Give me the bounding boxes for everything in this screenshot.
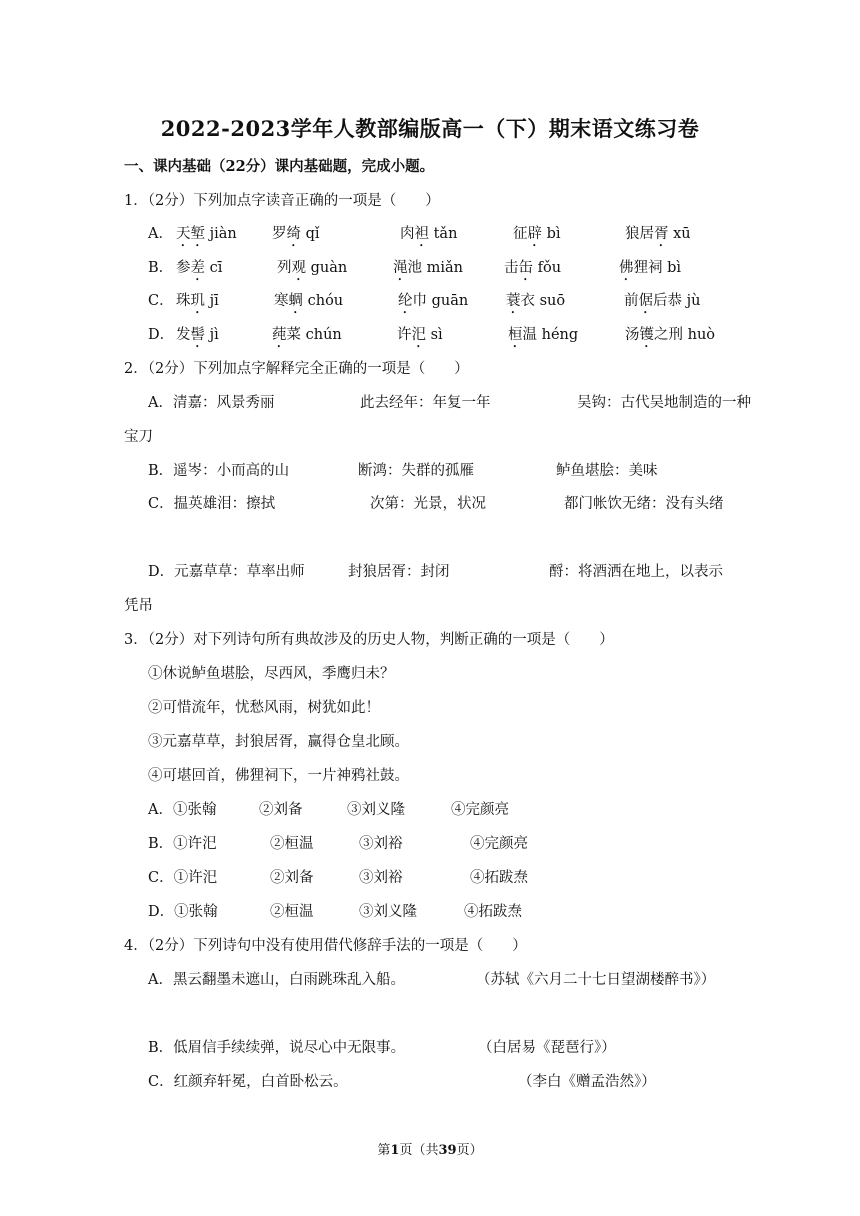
q1-c-item: 纶巾 guān bbox=[398, 293, 469, 309]
q1-b-item: 渑池 miǎn bbox=[393, 260, 463, 276]
page-total: 39 bbox=[438, 1143, 457, 1158]
q4-option-a: A．黑云翻墨未遮山，白雨跳珠乱入船。 （苏轼《六月二十七日望湖楼醉书》） bbox=[148, 972, 716, 988]
q3-option-b: B．①许汜 ②桓温 ③刘裕 ④完颜亮 bbox=[148, 836, 528, 852]
q1-option-b: B． 参差 cī 列观 guàn 渑池 miǎn 击缶 fǒu 佛狸祠 bì bbox=[148, 258, 681, 284]
q3-option-c: C．①许汜 ②刘备 ③刘裕 ④拓跋焘 bbox=[148, 870, 528, 886]
q1-a-item: 天堑 jiàn bbox=[176, 226, 237, 242]
q1-d-item: 汤镬之刑 huò bbox=[625, 327, 716, 343]
q1-a-item: 狼居胥 xū bbox=[625, 226, 691, 242]
q2-option-a: A．清嘉：风景秀丽 此去经年：年复一年 吴钩：古代吴地制造的一种 bbox=[148, 395, 751, 411]
q1-c-item: 珠玑 jī bbox=[176, 293, 219, 309]
page-number: 1 bbox=[390, 1143, 400, 1158]
q2-option-d: D．元嘉草草：草率出师 封狼居胥：封闭 酹：将酒洒在地上，以表示 bbox=[148, 564, 723, 580]
page-footer: 第1页（共39页） bbox=[377, 1143, 483, 1158]
q1-c-item: 前倨后恭 jù bbox=[624, 293, 701, 309]
q3-verse: ①休说鲈鱼堪脍，尽西风，季鹰归未？ bbox=[148, 666, 395, 682]
page-title: 2022-2023学年人教部编版高一（下）期末语文练习卷 bbox=[160, 116, 700, 141]
q1-a-item: 征辟 bì bbox=[513, 226, 561, 242]
q4-option-c: C．红颜弃轩冕，白首卧松云。 （李白《赠孟浩然》） bbox=[148, 1074, 656, 1090]
section-heading: 一、课内基础（22分）课内基础题，完成小题。 bbox=[124, 158, 435, 175]
q1-d-item: 莼菜 chún bbox=[272, 327, 342, 343]
q1-b-item: 列观 guàn bbox=[277, 260, 348, 276]
question-3-stem: 3．（2分）对下列诗句所有典故涉及的历史人物，判断正确的一项是（ ） bbox=[124, 632, 614, 648]
q2-option-b: B．遥岑：小而高的山 断鸿：失群的孤雁 鲈鱼堪脍：美味 bbox=[148, 463, 658, 479]
q3-verse: ④可堪回首，佛狸祠下，一片神鸦社鼓。 bbox=[148, 768, 409, 784]
q1-option-d: D． 发髻 jì 莼菜 chún 许汜 sì 桓温 héng 汤镬之刑 huò bbox=[148, 325, 715, 351]
q3-option-d: D．①张翰 ②桓温 ③刘义隆 ④拓跋焘 bbox=[148, 904, 522, 920]
q1-d-item: 发髻 jì bbox=[176, 327, 219, 343]
q2-option-d-continued: 凭吊 bbox=[124, 598, 153, 614]
q1-c-item: 寒蜩 chóu bbox=[274, 293, 344, 309]
q3-verse: ②可惜流年，忧愁风雨，树犹如此！ bbox=[148, 700, 380, 716]
question-2-stem: 2．（2分）下列加点字解释完全正确的一项是（ ） bbox=[124, 361, 469, 377]
q1-option-a: A． 天堑 jiàn 罗绮 qǐ 肉袒 tǎn 征辟 bì 狼居胥 xū bbox=[148, 224, 691, 250]
q4-option-b: B．低眉信手续续弹，说尽心中无限事。 （白居易《琵琶行》） bbox=[148, 1040, 616, 1056]
q2-option-c: C．揾英雄泪：擦拭 次第：光景，状况 都门帐饮无绪：没有头绪 bbox=[148, 496, 724, 512]
q1-b-item: 佛狸祠 bì bbox=[619, 260, 682, 276]
q1-d-item: 桓温 héng bbox=[508, 327, 579, 343]
q1-a-item: 罗绮 qǐ bbox=[272, 226, 320, 242]
q1-option-c: C． 珠玑 jī 寒蜩 chóu 纶巾 guān 蓑衣 suō 前倨后恭 jù bbox=[148, 291, 700, 317]
q1-d-item: 许汜 sì bbox=[397, 327, 443, 343]
question-4-stem: 4．（2分）下列诗句中没有使用借代修辞手法的一项是（ ） bbox=[124, 938, 527, 954]
q1-a-item: 肉袒 tǎn bbox=[400, 226, 458, 242]
q1-b-item: 击缶 fǒu bbox=[504, 260, 562, 276]
q3-option-a: A．①张翰 ②刘备 ③刘义隆 ④完颜亮 bbox=[148, 802, 509, 818]
q2-option-a-continued: 宝刀 bbox=[124, 429, 153, 445]
q1-b-item: 参差 cī bbox=[176, 260, 223, 276]
question-1-stem: 1．（2分）下列加点字读音正确的一项是（ ） bbox=[124, 193, 440, 209]
q1-c-item: 蓑衣 suō bbox=[506, 293, 566, 309]
q3-verse: ③元嘉草草，封狼居胥，赢得仓皇北顾。 bbox=[148, 734, 409, 750]
